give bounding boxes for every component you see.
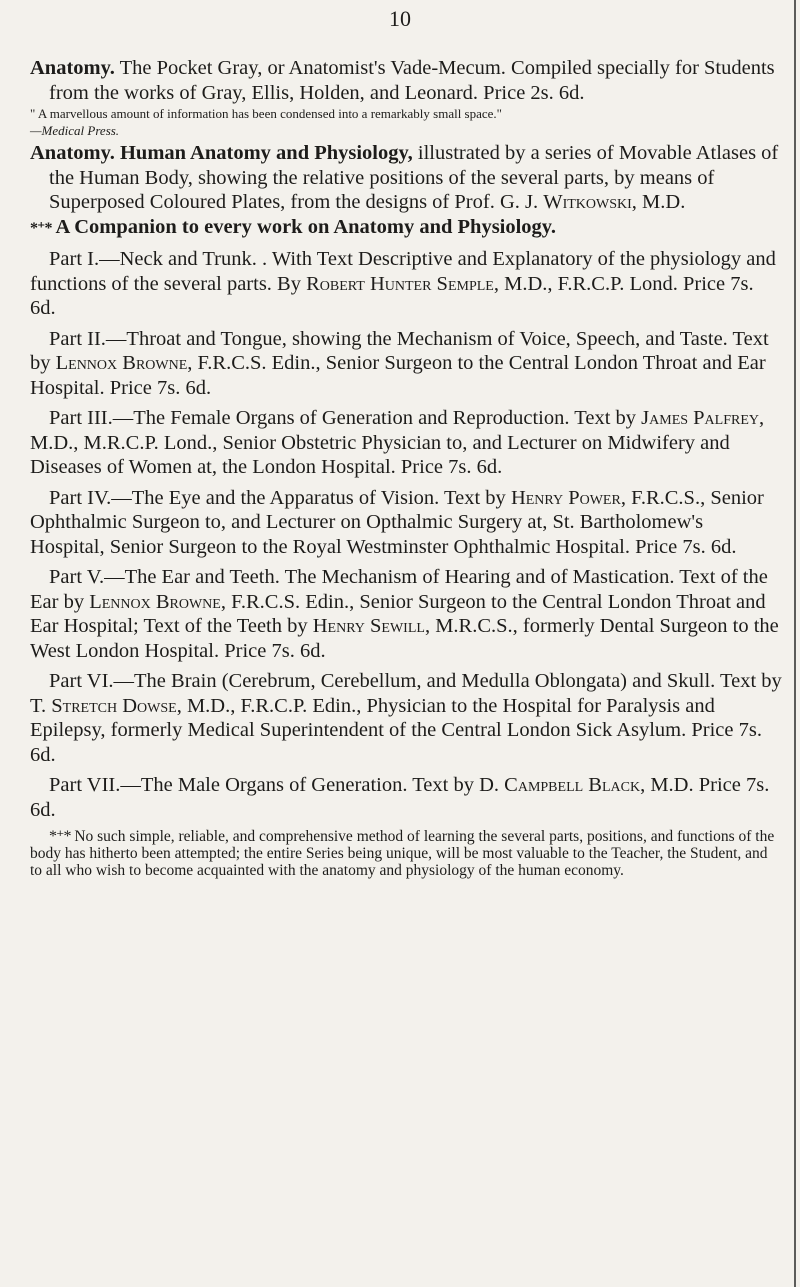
part-text: M.D., M.R.C.P. Lond., Senior Obstetric Physician to, and Lecturer on Midwifery and Diseases of Women at, the London Hospital. Price 7s. 6d. (30, 431, 730, 478)
part-text: F.R.C.S., Senior Ophthalmic Surgeon to, and Lecturer on Opthalmic Surgery at, St. Bartholomew's Hospital, Senior Surgeon to the Royal Westminster Ophthalmic Hospital. Price 7s. 6d. (30, 486, 764, 558)
part-1 (30, 247, 782, 321)
part-author: Robert Hunter Semple, (306, 272, 499, 295)
part-author: Campbell Black, (504, 774, 646, 796)
entry-heading: Anatomy. (30, 57, 115, 79)
part-7 (30, 773, 782, 822)
page-edge-line (794, 0, 796, 1287)
part-text: Part VII.—The Male Organs of Generation. Text by D. (49, 774, 505, 796)
part-6 (30, 669, 782, 767)
entry-author: Witkowski, M.D. (543, 191, 686, 213)
press-quote (30, 105, 782, 139)
part-text: Part IV.—The Eye and the Apparatus of Vision. Text by (49, 486, 511, 509)
part-5 (30, 565, 782, 663)
part-text: F.R.C.S. Edin., Senior Surgeon to the Central London Throat and Ear Hospital; Text of the Teeth by (30, 590, 766, 637)
entry-pocket-gray (30, 56, 782, 139)
entry-human-anatomy-text (30, 141, 782, 215)
entry-heading: Anatomy. (30, 142, 115, 164)
quote-source: —Medical Press. (30, 123, 120, 138)
part-2 (30, 327, 782, 401)
companion-line (30, 215, 782, 242)
part-3 (30, 406, 782, 480)
part-text: Part I.—Neck and Trunk. . With Text Descriptive and Explanatory of the physiology and functions of the several parts. By (30, 248, 776, 295)
part-author: Lennox Browne, (89, 590, 226, 613)
asterism-icon: *⁺* (30, 219, 52, 237)
entry-pocket-gray-text (30, 56, 782, 105)
part-text: Part VI.—The Brain (Cerebrum, Cerebellum, and Medulla Oblongata) and Skull. Text by T. (30, 670, 782, 717)
part-author: Stretch Dowse, (51, 694, 182, 717)
part-text: M.D., F.R.C.P. Edin., Physician to the Hospital for Paralysis and Epilepsy, formerly Medical Superintendent of the Central London Sick Asylum. Price 7s. 6d. (30, 694, 762, 766)
page-number: 10 (389, 6, 411, 31)
entry-human-anatomy (30, 141, 782, 241)
part-text: F.R.C.S. Edin., Senior Surgeon to the Central London Throat and Ear Hospital. Price 7s. 6d. (30, 352, 766, 399)
closing-note-text: No such simple, reliable, and comprehensive method of learning the several parts, positions, and functions of the body has hitherto been attempted; the entire Series being unique, will be most valuable to the Teacher, the Student, and to all who wish to become acquainted with the anatomy and physiology of the human economy. (30, 828, 775, 879)
part-text: M.D., F.R.C.P. Lond. Price 7s. 6d. (30, 272, 754, 319)
asterism-icon: *⁺* (49, 828, 71, 845)
part-text: Part V.—The Ear and Teeth. The Mechanism of Hearing and of Mastication. Text of the Ear by (30, 566, 768, 613)
part-author: Henry Sewill, (312, 615, 431, 637)
part-author: Henry Power, (510, 486, 626, 509)
part-author: Lennox Browne, (55, 352, 193, 374)
quote-text: " A marvellous amount of information has been condensed into a remarkably small space." (30, 106, 502, 121)
part-4 (30, 486, 782, 560)
entry-body: The Pocket Gray, or Anatomist's Vade-Mecum. Compiled specially for Students from the works of Gray, Ellis, Holden, and Leonard. Price 2s. 6d. (49, 57, 775, 104)
entry-body: illustrated by a series of Movable Atlases of the Human Body, showing the relative positions of the several parts, by means of Superposed Coloured Plates, from the designs of Prof. G. J. (49, 142, 779, 213)
part-text: Part II.—Throat and Tongue, showing the Mechanism of Voice, Speech, and Taste. Text by (30, 327, 769, 374)
part-text: M.D. Price 7s. 6d. (30, 774, 770, 821)
part-text: M.R.C.S., formerly Dental Surgeon to the West London Hospital. Price 7s. 6d. (30, 615, 779, 662)
part-author: James Palfrey, (641, 407, 765, 429)
closing-note (30, 828, 782, 879)
part-text: Part III.—The Female Organs of Generation and Reproduction. Text by (49, 407, 642, 429)
companion-text: A Companion to every work on Anatomy and Physiology. (55, 215, 557, 238)
catalogue-content (30, 56, 782, 895)
entry-title: Human Anatomy and Physiology, (119, 142, 413, 164)
